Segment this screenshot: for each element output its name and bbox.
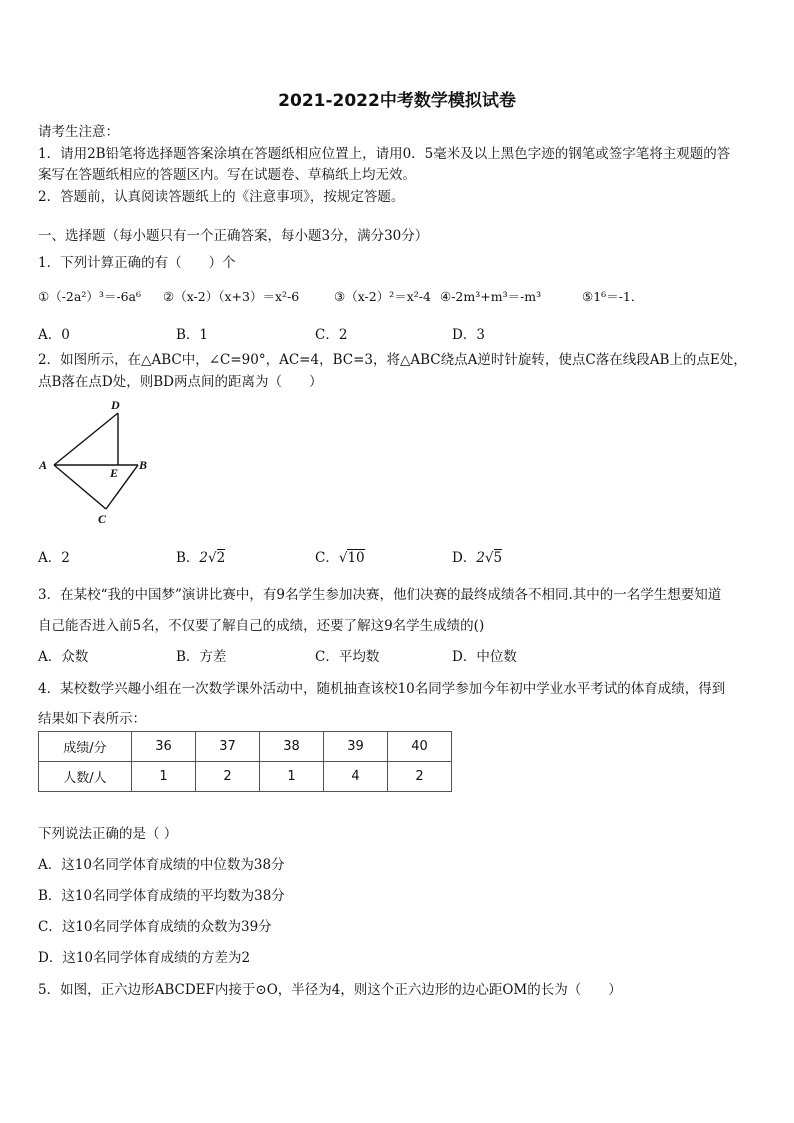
question-1-option-b[interactable]: B．1 <box>176 327 209 343</box>
section-heading: 一、选择题（每小题只有一个正确答案，每小题3分，满分30分） <box>38 228 429 244</box>
segment-ad <box>54 413 118 465</box>
question-3-option-a[interactable]: A．众数 <box>38 649 89 665</box>
question-1-option-c[interactable]: C．2 <box>315 327 348 343</box>
label-e: E <box>110 466 119 480</box>
table-cell: 2 <box>388 762 452 792</box>
option-b-radicand: 2 <box>216 550 226 566</box>
question-3-option-c[interactable]: C．平均数 <box>315 649 380 665</box>
option-b-coefficient: 2 <box>199 550 209 566</box>
table-cell: 39 <box>324 732 388 762</box>
table-header-score: 成绩/分 <box>39 732 132 762</box>
question-4-option-c[interactable]: C．这10名同学体育成绩的众数为39分 <box>38 919 272 935</box>
question-3-option-d[interactable]: D．中位数 <box>452 649 517 665</box>
question-1-item-3: ③（x-2）²＝x²-4 <box>334 289 431 304</box>
table-cell: 38 <box>260 732 324 762</box>
notice-heading: 请考生注意： <box>38 124 119 140</box>
radical-sign: √ <box>208 550 217 566</box>
radical-sign: √ <box>484 550 494 566</box>
question-4-option-b[interactable]: B．这10名同学体育成绩的平均数为38分 <box>38 888 285 904</box>
label-b: B <box>139 458 148 472</box>
option-c-label: C． <box>315 550 339 566</box>
question-2-option-a[interactable]: A．2 <box>38 550 70 566</box>
question-1-option-d[interactable]: D．3 <box>452 327 485 343</box>
triangle-rotation-figure <box>34 393 164 528</box>
label-d: D <box>111 398 120 412</box>
table-cell: 1 <box>132 762 196 792</box>
question-1-option-a[interactable]: A．0 <box>38 327 70 343</box>
question-4-option-d[interactable]: D．这10名同学体育成绩的方差为2 <box>38 950 251 966</box>
table-header-count: 人数/人 <box>39 762 132 792</box>
notice-line-3: 2．答题前，认真阅读答题纸上的《注意事项》，按规定答题。 <box>38 189 405 205</box>
table-row <box>39 732 452 762</box>
table-cell: 40 <box>388 732 452 762</box>
question-1-item-1: ①（-2a²）³＝-6a⁶ <box>38 289 141 304</box>
question-1-item-4: ④-2m³+m³＝-m³ <box>440 289 542 304</box>
label-a: A <box>39 458 48 472</box>
table-cell: 2 <box>196 762 260 792</box>
table-cell: 36 <box>132 732 196 762</box>
notice-line-2: 案写在答题纸相应的答题区内。写在试题卷、草稿纸上均无效。 <box>38 167 416 183</box>
radical-sign: √ <box>338 550 348 566</box>
option-d-coefficient: 2 <box>476 550 485 566</box>
question-1-item-5: ⑤1⁶＝-1． <box>582 289 644 304</box>
score-table <box>38 731 452 792</box>
question-3-option-b[interactable]: B．方差 <box>176 649 227 665</box>
question-2-option-c[interactable] <box>315 546 365 566</box>
table-cell: 37 <box>196 732 260 762</box>
question-4-line-2: 结果如下表所示： <box>38 711 146 727</box>
question-2-line-1: 2．如图所示，在△ABC中，∠C=90°，AC=4，BC=3，将△ABC绕点A逆时针旋转，使点C落在线段AB上的点E处， <box>38 352 747 368</box>
option-c-radicand: 10 <box>347 550 365 566</box>
table-cell: 4 <box>324 762 388 792</box>
table-cell: 1 <box>260 762 324 792</box>
question-1-stem: 1．下列计算正确的有（ ）个 <box>38 255 236 271</box>
notice-line-1: 1．请用2B铅笔将选择题答案涂填在答题纸相应位置上，请用0．5毫米及以上黑色字迹的钢笔或签字笔将主观题的答 <box>38 146 731 162</box>
segment-ac <box>54 465 106 509</box>
question-2-option-d[interactable] <box>452 546 502 566</box>
question-3-line-2: 自己能否进入前5名，不仅要了解自己的成绩，还要了解这9名学生成绩的() <box>38 618 485 634</box>
label-c: C <box>98 512 107 526</box>
option-d-radicand: 5 <box>493 550 503 566</box>
option-b-label: B． <box>176 550 200 566</box>
option-d-label: D． <box>452 550 477 566</box>
question-5-stem: 5．如图，正六边形ABCDEF内接于⊙O，半径为4，则这个正六边形的边心距OM的长为（ ） <box>38 982 622 998</box>
question-4-line-1: 4．某校数学兴趣小组在一次数学课外活动中，随机抽查该校10名同学参加今年初中学业水平考试的体育成绩，得到 <box>38 681 726 697</box>
question-2-option-b[interactable] <box>176 546 225 566</box>
question-2-line-2: 点B落在点D处，则BD两点间的距离为（ ） <box>38 374 323 390</box>
question-4-option-a[interactable]: A．这10名同学体育成绩的中位数为38分 <box>38 857 285 873</box>
page-title: 2021-2022中考数学模拟试卷 <box>278 91 516 111</box>
question-4-prompt: 下列说法正确的是（ ） <box>38 826 178 842</box>
question-3-line-1: 3．在某校“我的中国梦”演讲比赛中，有9名学生参加决赛，他们决赛的最终成绩各不相同.其中的一名学生想要知道 <box>38 587 722 603</box>
question-1-item-2: ②（x-2）（x+3）＝x²-6 <box>163 289 300 304</box>
table-row <box>39 762 452 792</box>
